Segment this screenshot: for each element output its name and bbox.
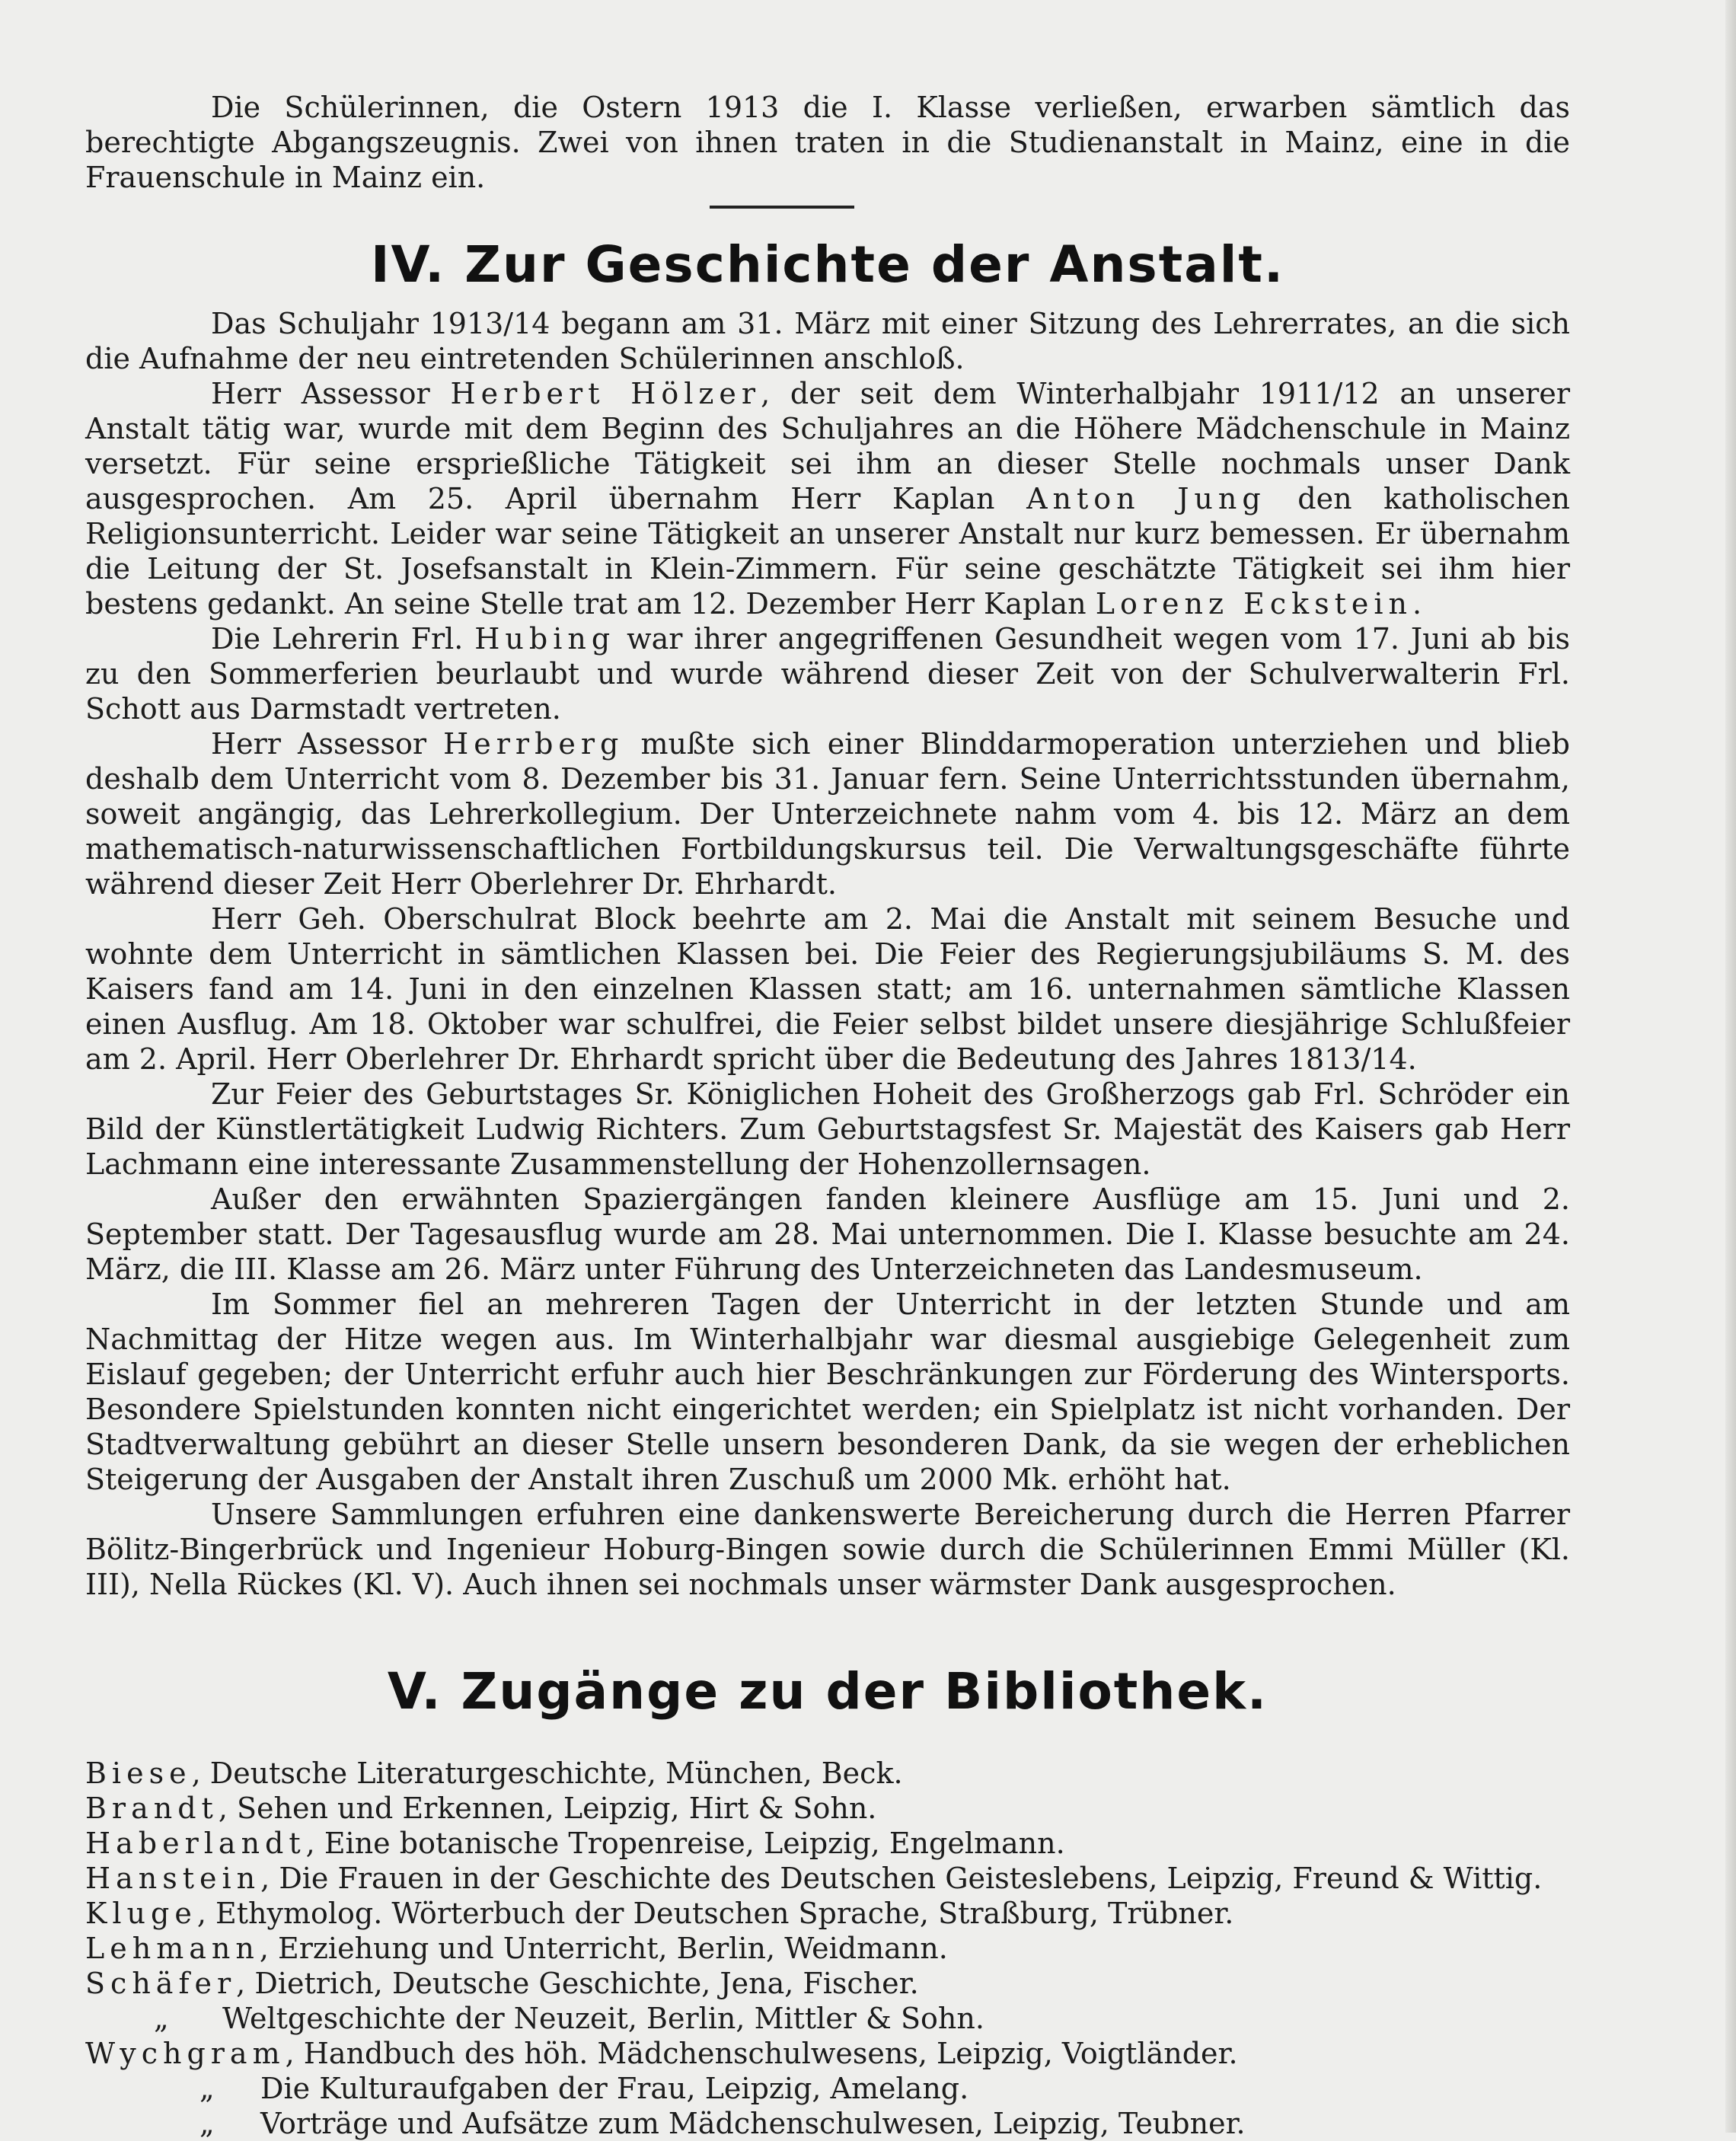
person-name: Anton Jung [1026,482,1266,515]
author-name: Kluge [85,1897,197,1930]
library-list [85,1756,1570,2141]
person-name: Herrberg [443,727,624,761]
author-name: Biese [85,1757,192,1790]
paragraph-operation [85,726,1570,901]
ditto-mark: „ [199,2107,215,2140]
book-details: Weltgeschichte der Neuzeit, Berlin, Mittler & Sohn. [222,2002,984,2035]
book-details: , Sehen und Erkennen, Leipzig, Hirt & Sohn. [218,1792,877,1825]
text-run: Herr Assessor [211,377,451,410]
paragraph-school-year: Das Schuljahr 1913/14 begann am 31. März mit einer Sitzung des Lehrerrates, an die sich die Aufnahme der neu eintretenden Schülerinnen anschloß. [85,307,1570,375]
book-details: , Handbuch des höh. Mädchenschulwesens, Leipzig, Voigtländer. [285,2037,1238,2070]
text-run: , der seit dem Winterhalbjahr 1911/12 an unserer Anstalt tätig war, wurde mit dem Beginn des Schuljahres an die Höhere Mädchenschule in Mainz versetzt. Für seine ersprießliche Tätigkeit sei ihm an dieser Stelle nochmals unser Dank ausgesprochen. Am 25. April übernahm Herr Kaplan [85,377,1571,515]
scan-edge-shadow [1725,0,1736,2133]
section-heading-library: V. Zugänge zu der Bibliothek. [387,1662,1268,1721]
text-run: Die Lehrerin Frl. [211,622,475,656]
person-name: Herbert Hölzer [450,377,761,410]
book-details: , Eine botanische Tropenreise, Leipzig, Engelmann. [305,1827,1065,1860]
author-name: Brandt [85,1792,219,1825]
author-name: Hanstein [85,1862,261,1895]
intro-paragraph: Die Schülerinnen, die Ostern 1913 die I. Klasse verließen, erwarben sämtlich das berechtigte Abgangszeugnis. Zwei von ihnen traten in die Studienanstalt in Mainz, eine in die Frauenschule in Mainz ein. [85,91,1570,194]
text-run: den katholischen Religionsunterricht. Leider war seine Tätigkeit an unserer Anstalt nur kurz bemessen. Er übernahm die Leitung der St. Josefsanstalt in Klein-Zimmern. Für seine geschätzte Tätigkeit sei ihm hier bestens gedankt. An seine Stelle trat am 12. Dezember Herr Kaplan [85,482,1570,621]
author-name: Haberlandt [85,1827,306,1860]
list-item [85,1966,1570,2001]
paragraph-leave [85,621,1570,726]
paragraph-collections: Unsere Sammlungen erfuhren eine dankenswerte Bereicherung durch die Herren Pfarrer Bölitz-Bingerbrück und Ingenieur Hoburg-Bingen sowie durch die Schülerinnen Emmi Müller (Kl. III), Nella Rückes (Kl. V). Auch ihnen sei nochmals unser wärmster Dank ausgesprochen. [85,1498,1570,1601]
list-item [85,1791,1570,1826]
author-name: Schäfer [85,1967,237,2000]
ditto-mark: „ [154,2002,169,2035]
paragraph-birthday: Zur Feier des Geburtstages Sr. Königlichen Hoheit des Großherzogs gab Frl. Schröder ein Bild der Künstlertätigkeit Ludwig Richters. Zum Geburtstagsfest Sr. Majestät des Kaisers gab Herr Lachmann eine interessante Zusammenstellung der Hohenzollernsagen. [85,1077,1570,1181]
text-run: Herr Assessor [211,727,444,761]
book-details: , Dietrich, Deutsche Geschichte, Jena, Fischer. [236,1967,919,2000]
section-divider [710,206,854,209]
list-item [85,1826,1570,1861]
book-details: , Die Frauen in der Geschichte des Deutschen Geisteslebens, Leipzig, Freund & Wittig. [260,1862,1543,1895]
paragraph-staff-changes [85,376,1570,621]
list-item [85,2001,1570,2036]
book-details: , Deutsche Literaturgeschichte, München, Beck. [191,1757,903,1790]
book-details: , Erziehung und Unterricht, Berlin, Weidmann. [259,1932,948,1965]
book-details: Die Kulturaufgaben der Frau, Leipzig, Amelang. [260,2072,969,2105]
document-page [85,90,1570,2141]
person-name: Hubing [474,622,616,656]
author-name: Lehmann [85,1932,260,1965]
paragraph-visit: Herr Geh. Oberschulrat Block beehrte am 2. Mai die Anstalt mit seinem Besuche und wohnte dem Unterricht in sämtlichen Klassen bei. Die Feier des Regierungsjubiläums S. M. des Kaisers fand am 14. Juni in den einzelnen Klassen statt; am 16. unternahmen sämtliche Klassen einen Ausflug. Am 18. Oktober war schulfrei, die Feier selbst bildet unsere diesjährige Schlußfeier am 2. April. Herr Oberlehrer Dr. Ehrhardt spricht über die Bedeutung des Jahres 1813/14. [85,902,1570,1076]
list-item [85,2036,1570,2071]
author-name: Wychgram [85,2037,286,2070]
paragraph-excursions: Außer den erwähnten Spaziergängen fanden kleinere Ausflüge am 15. Juni und 2. September statt. Der Tagesausflug wurde am 28. Mai unternommen. Die I. Klasse besuchte am 24. März, die III. Klasse am 26. März unter Führung des Unterzeichneten das Landesmuseum. [85,1182,1570,1286]
list-item [85,1861,1570,1896]
book-details: , Ethymolog. Wörterbuch der Deutschen Sprache, Straßburg, Trübner. [196,1897,1234,1930]
ditto-mark: „ [199,2072,215,2105]
text-run: . [1412,587,1422,621]
list-item [85,1931,1570,1966]
paragraph-weather: Im Sommer fiel an mehreren Tagen der Unterricht in der letzten Stunde und am Nachmittag der Hitze wegen aus. Im Winterhalbjahr war diesmal ausgiebige Gelegenheit zum Eislauf gegeben; der Unterricht erfuhr auch hier Beschränkungen zur Förderung des Wintersports. Besondere Spielstunden konnten nicht eingerichtet werden; ein Spielplatz ist nicht vorhanden. Der Stadtverwaltung gebührt an dieser Stelle unsern besonderen Dank, da sie wegen der erheblichen Steigerung der Ausgaben der Anstalt ihren Zuschuß um 2000 Mk. erhöht hat. [85,1287,1570,1496]
list-item [85,1896,1570,1931]
text-run: war ihrer angegriffenen Gesundheit wegen vom 17. Juni ab bis zu den Sommerferien beurlaubt und wurde während dieser Zeit von der Schulverwalterin Frl. Schott aus Darmstadt vertreten. [85,622,1570,726]
section-heading-history: IV. Zur Geschichte der Anstalt. [370,235,1285,294]
list-item [85,1756,1570,1791]
text-run: mußte sich einer Blinddarmoperation unterziehen und blieb deshalb dem Unterricht vom 8. Dezember bis 31. Januar fern. Seine Unterrichtsstunden übernahm, soweit angängig, das Lehrerkollegium. Der Unterzeichnete nahm vom 4. bis 12. März an dem mathematisch-naturwissenschaftlichen Fortbildungskursus teil. Die Verwaltungsgeschäfte führte während dieser Zeit Herr Oberlehrer Dr. Ehrhardt. [85,727,1570,901]
list-item [85,2071,1570,2106]
person-name: Lorenz Eckstein [1095,587,1413,621]
book-details: Vorträge und Aufsätze zum Mädchenschulwesen, Leipzig, Teubner. [260,2107,1246,2140]
list-item [85,2106,1570,2141]
